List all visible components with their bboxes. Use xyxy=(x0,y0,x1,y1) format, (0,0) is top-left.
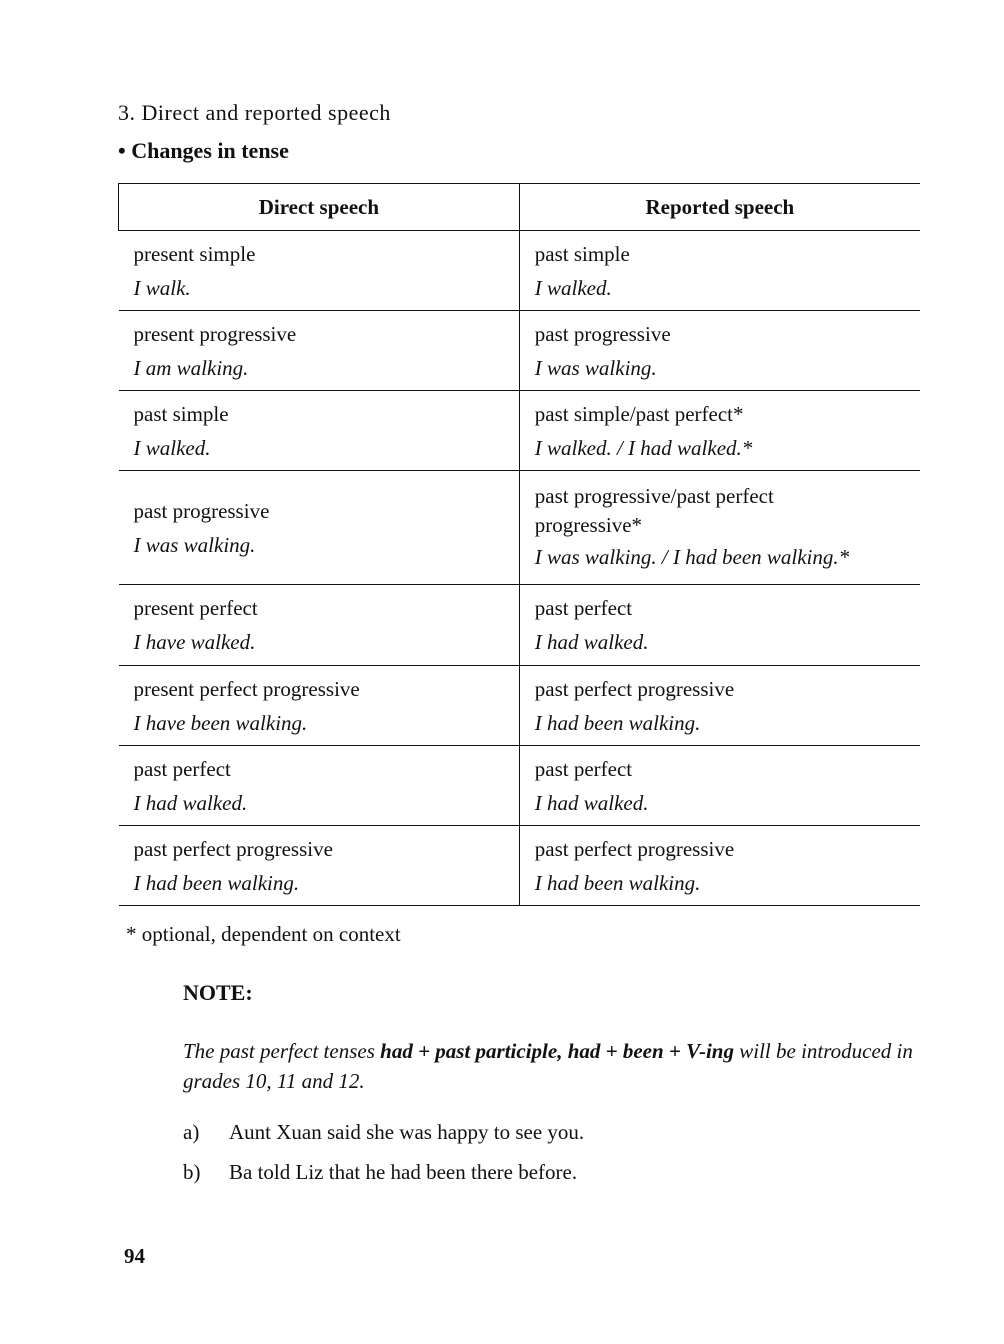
footnote: * optional, dependent on context xyxy=(126,922,401,946)
example-text: Aunt Xuan said she was happy to see you. xyxy=(229,1120,585,1144)
note-text-end: will be introduced in grades 10, 11 and 12. xyxy=(183,1039,913,1093)
reported-example: I had walked. xyxy=(534,790,649,815)
example-label: b) xyxy=(183,1160,201,1184)
reported-example: I walked. xyxy=(534,275,612,300)
direct-tense: past progressive xyxy=(133,498,270,523)
direct-example: I had been walking. xyxy=(133,870,300,895)
table-row xyxy=(119,826,921,906)
section-title: 3. Direct and reported speech xyxy=(118,100,391,125)
table-header-row xyxy=(119,184,921,231)
direct-cell xyxy=(119,826,520,906)
direct-example: I have been walking. xyxy=(133,710,308,735)
tense-changes-table xyxy=(118,183,920,906)
reported-tense: past perfect progressive xyxy=(534,836,735,861)
reported-tense: past perfect xyxy=(534,596,633,620)
direct-cell xyxy=(119,746,520,826)
example-item xyxy=(183,1160,577,1185)
reported-example: I was walking. / I had been walking.* xyxy=(534,544,850,569)
subsection-title: • Changes in tense xyxy=(118,138,289,163)
reported-tense: past progressive xyxy=(534,321,671,346)
reported-cell xyxy=(519,826,920,906)
direct-tense: present simple xyxy=(133,241,256,266)
direct-tense: past perfect progressive xyxy=(133,836,333,861)
table-row xyxy=(119,311,921,391)
example-text: Ba told Liz that he had been there before. xyxy=(229,1160,578,1184)
direct-tense: past perfect xyxy=(133,756,231,781)
reported-cell xyxy=(519,585,920,666)
direct-example: I had walked. xyxy=(133,790,248,815)
reported-tense: past simple/past perfect* xyxy=(534,401,744,426)
direct-example: I walked. xyxy=(133,435,211,460)
reported-example: I had walked. xyxy=(534,630,649,654)
example-label: a) xyxy=(183,1120,200,1144)
reported-example: I had been walking. xyxy=(534,870,701,895)
reported-tense: past perfect progressive xyxy=(534,676,735,701)
reported-example: I was walking. xyxy=(534,355,657,380)
reported-cell xyxy=(519,746,920,826)
direct-cell xyxy=(119,231,520,311)
direct-example: I walk. xyxy=(133,275,191,300)
example-item xyxy=(183,1120,584,1145)
reported-example: I had been walking. xyxy=(534,710,701,735)
table-row xyxy=(119,471,921,585)
table-row xyxy=(119,391,921,471)
reported-tense: past progressive/past perfect progressive* xyxy=(534,483,774,537)
table-row xyxy=(119,585,921,666)
reported-example: I walked. / I had walked.* xyxy=(534,435,753,460)
reported-cell xyxy=(519,391,920,471)
reported-tense: past simple xyxy=(534,241,630,266)
table-row xyxy=(119,666,921,746)
direct-example: I was walking. xyxy=(133,532,256,557)
direct-cell xyxy=(119,666,520,746)
direct-tense: past simple xyxy=(133,401,229,426)
note-bold-forms: had + past participle, had + been + V-ing xyxy=(380,1039,734,1063)
note-body xyxy=(183,1036,923,1096)
note-title: NOTE: xyxy=(183,980,253,1005)
note-text-start: The past perfect tenses xyxy=(183,1039,381,1063)
reported-cell xyxy=(519,231,920,311)
header-reported-speech: Reported speech xyxy=(519,184,920,231)
table-row xyxy=(119,231,921,311)
table-row xyxy=(119,746,921,826)
direct-example: I have walked. xyxy=(133,630,256,654)
reported-cell xyxy=(519,311,920,391)
direct-tense: present perfect xyxy=(133,596,258,620)
direct-cell xyxy=(119,311,520,391)
header-direct-speech: Direct speech xyxy=(119,184,520,231)
direct-example: I am walking. xyxy=(133,355,249,380)
reported-cell xyxy=(519,666,920,746)
direct-cell xyxy=(119,391,520,471)
direct-tense: present perfect progressive xyxy=(133,676,360,701)
direct-cell xyxy=(119,471,520,585)
page-number: 94 xyxy=(124,1244,145,1268)
reported-cell xyxy=(519,471,920,585)
direct-cell xyxy=(119,585,520,666)
direct-tense: present progressive xyxy=(133,321,297,346)
reported-tense: past perfect xyxy=(534,756,633,781)
